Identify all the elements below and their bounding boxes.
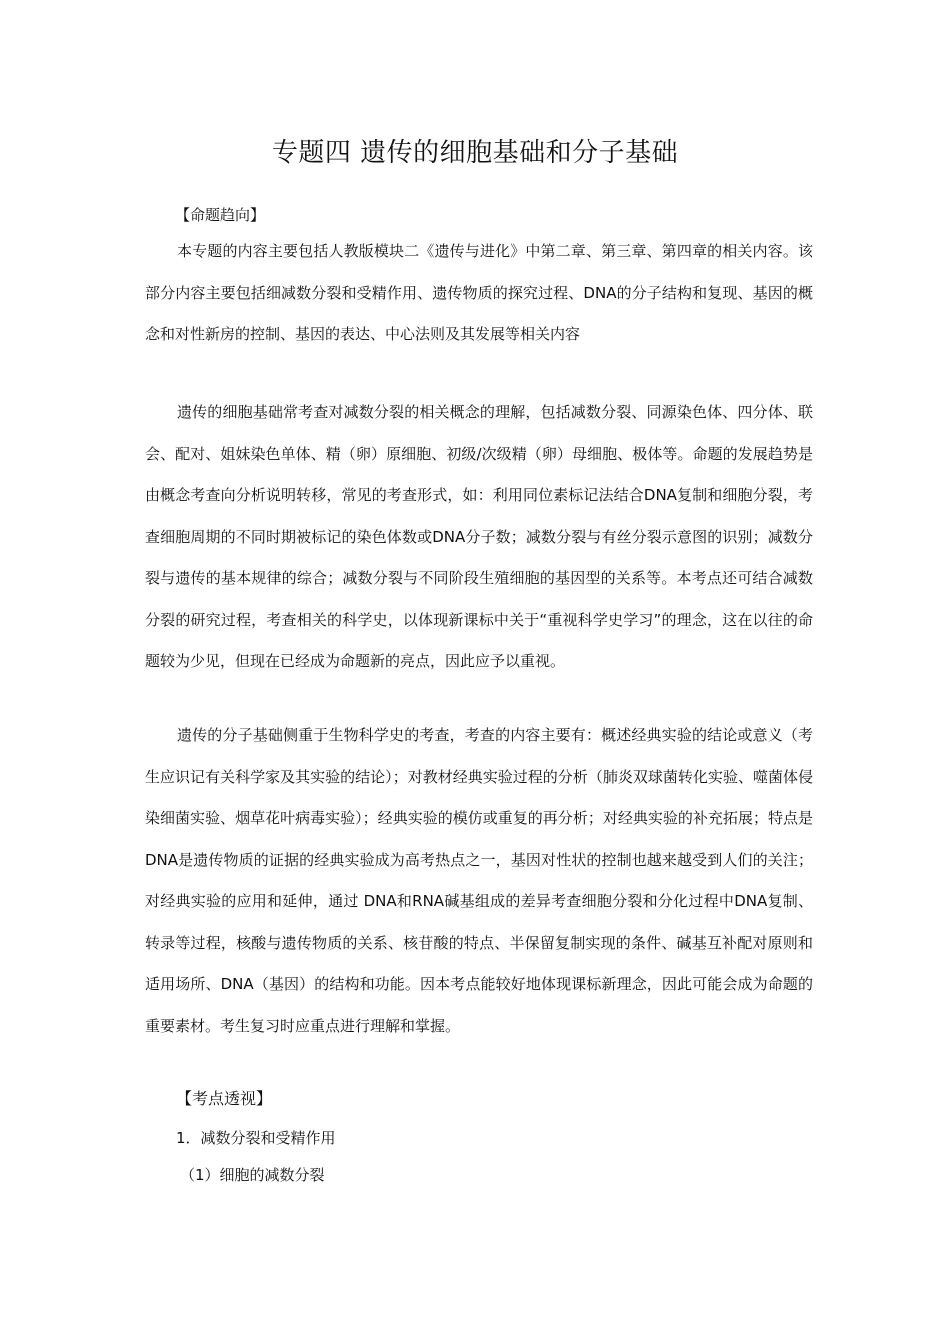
section-heading-trends: 【命题趋向】 bbox=[175, 206, 266, 224]
section-heading-key-points: 【考点透视】 bbox=[176, 1089, 273, 1108]
outline-item-1: 1．减数分裂和受精作用 bbox=[176, 1129, 336, 1147]
paragraph-scope: 本专题的内容主要包括人教版模块二《遗传与进化》中第二章、第三章、第四章的相关内容。该部分内容主要包括细减数分裂和受精作用、遗传物质的探究过程、DNA的分子结构和复现、基因的概念和对性新房的控制、基因的表达、中心法则及其发展等相关内容 bbox=[145, 242, 813, 343]
paragraph-molecular-basis: 遗传的分子基础侧重于生物科学史的考查，考查的内容主要有：概述经典实验的结论或意义（考生应识记有关科学家及其实验的结论）；对教材经典实验过程的分析（肺炎双球菌转化实验、噬菌体侵染细菌实验、烟草花叶病毒实验）；经典实验的模仿或重复的再分析；对经典实验的补充拓展；特点是DNA是遗传物质的证据的经典实验成为高考热点之一，基因对性状的控制也越来越受到人们的关注；对经典实验的应用和延伸，通过 DNA和RNA碱基组成的差异考查细胞分裂和分化过程中DNA复制、转录等过程，核酸与遗传物质的关系、核苷酸的特点、半保留复制实现的条件、碱基互补配对原则和适用场所、DNA（基因）的结构和功能。因本考点能较好地体现课标新理念，因此可能会成为命题的重要素材。考生复习时应重点进行理解和掌握。 bbox=[145, 726, 813, 1035]
document-title: 专题四 遗传的细胞基础和分子基础 bbox=[271, 138, 679, 168]
paragraph-cell-basis: 遗传的细胞基础常考查对减数分裂的相关概念的理解，包括减数分裂、同源染色体、四分体、联会、配对、姐妹染色单体、精（卵）原细胞、初级/次级精（卵）母细胞、极体等。命题的发展趋势是由概念考查向分析说明转移，常见的考查形式，如：利用同位素标记法结合DNA复制和细胞分裂，考查细胞周期的不同时期被标记的染色体数或DNA分子数；减数分裂与有丝分裂示意图的识别；减数分裂与遗传的基本规律的综合；减数分裂与不同阶段生殖细胞的基因型的关系等。本考点还可结合减数分裂的研究过程，考查相关的科学史，以体现新课标中关于“重视科学史学习”的理念，这在以往的命题较为少见，但现在已经成为命题新的亮点，因此应予以重视。 bbox=[145, 403, 813, 670]
outline-item-1-1: （1）细胞的减数分裂 bbox=[180, 1166, 325, 1184]
